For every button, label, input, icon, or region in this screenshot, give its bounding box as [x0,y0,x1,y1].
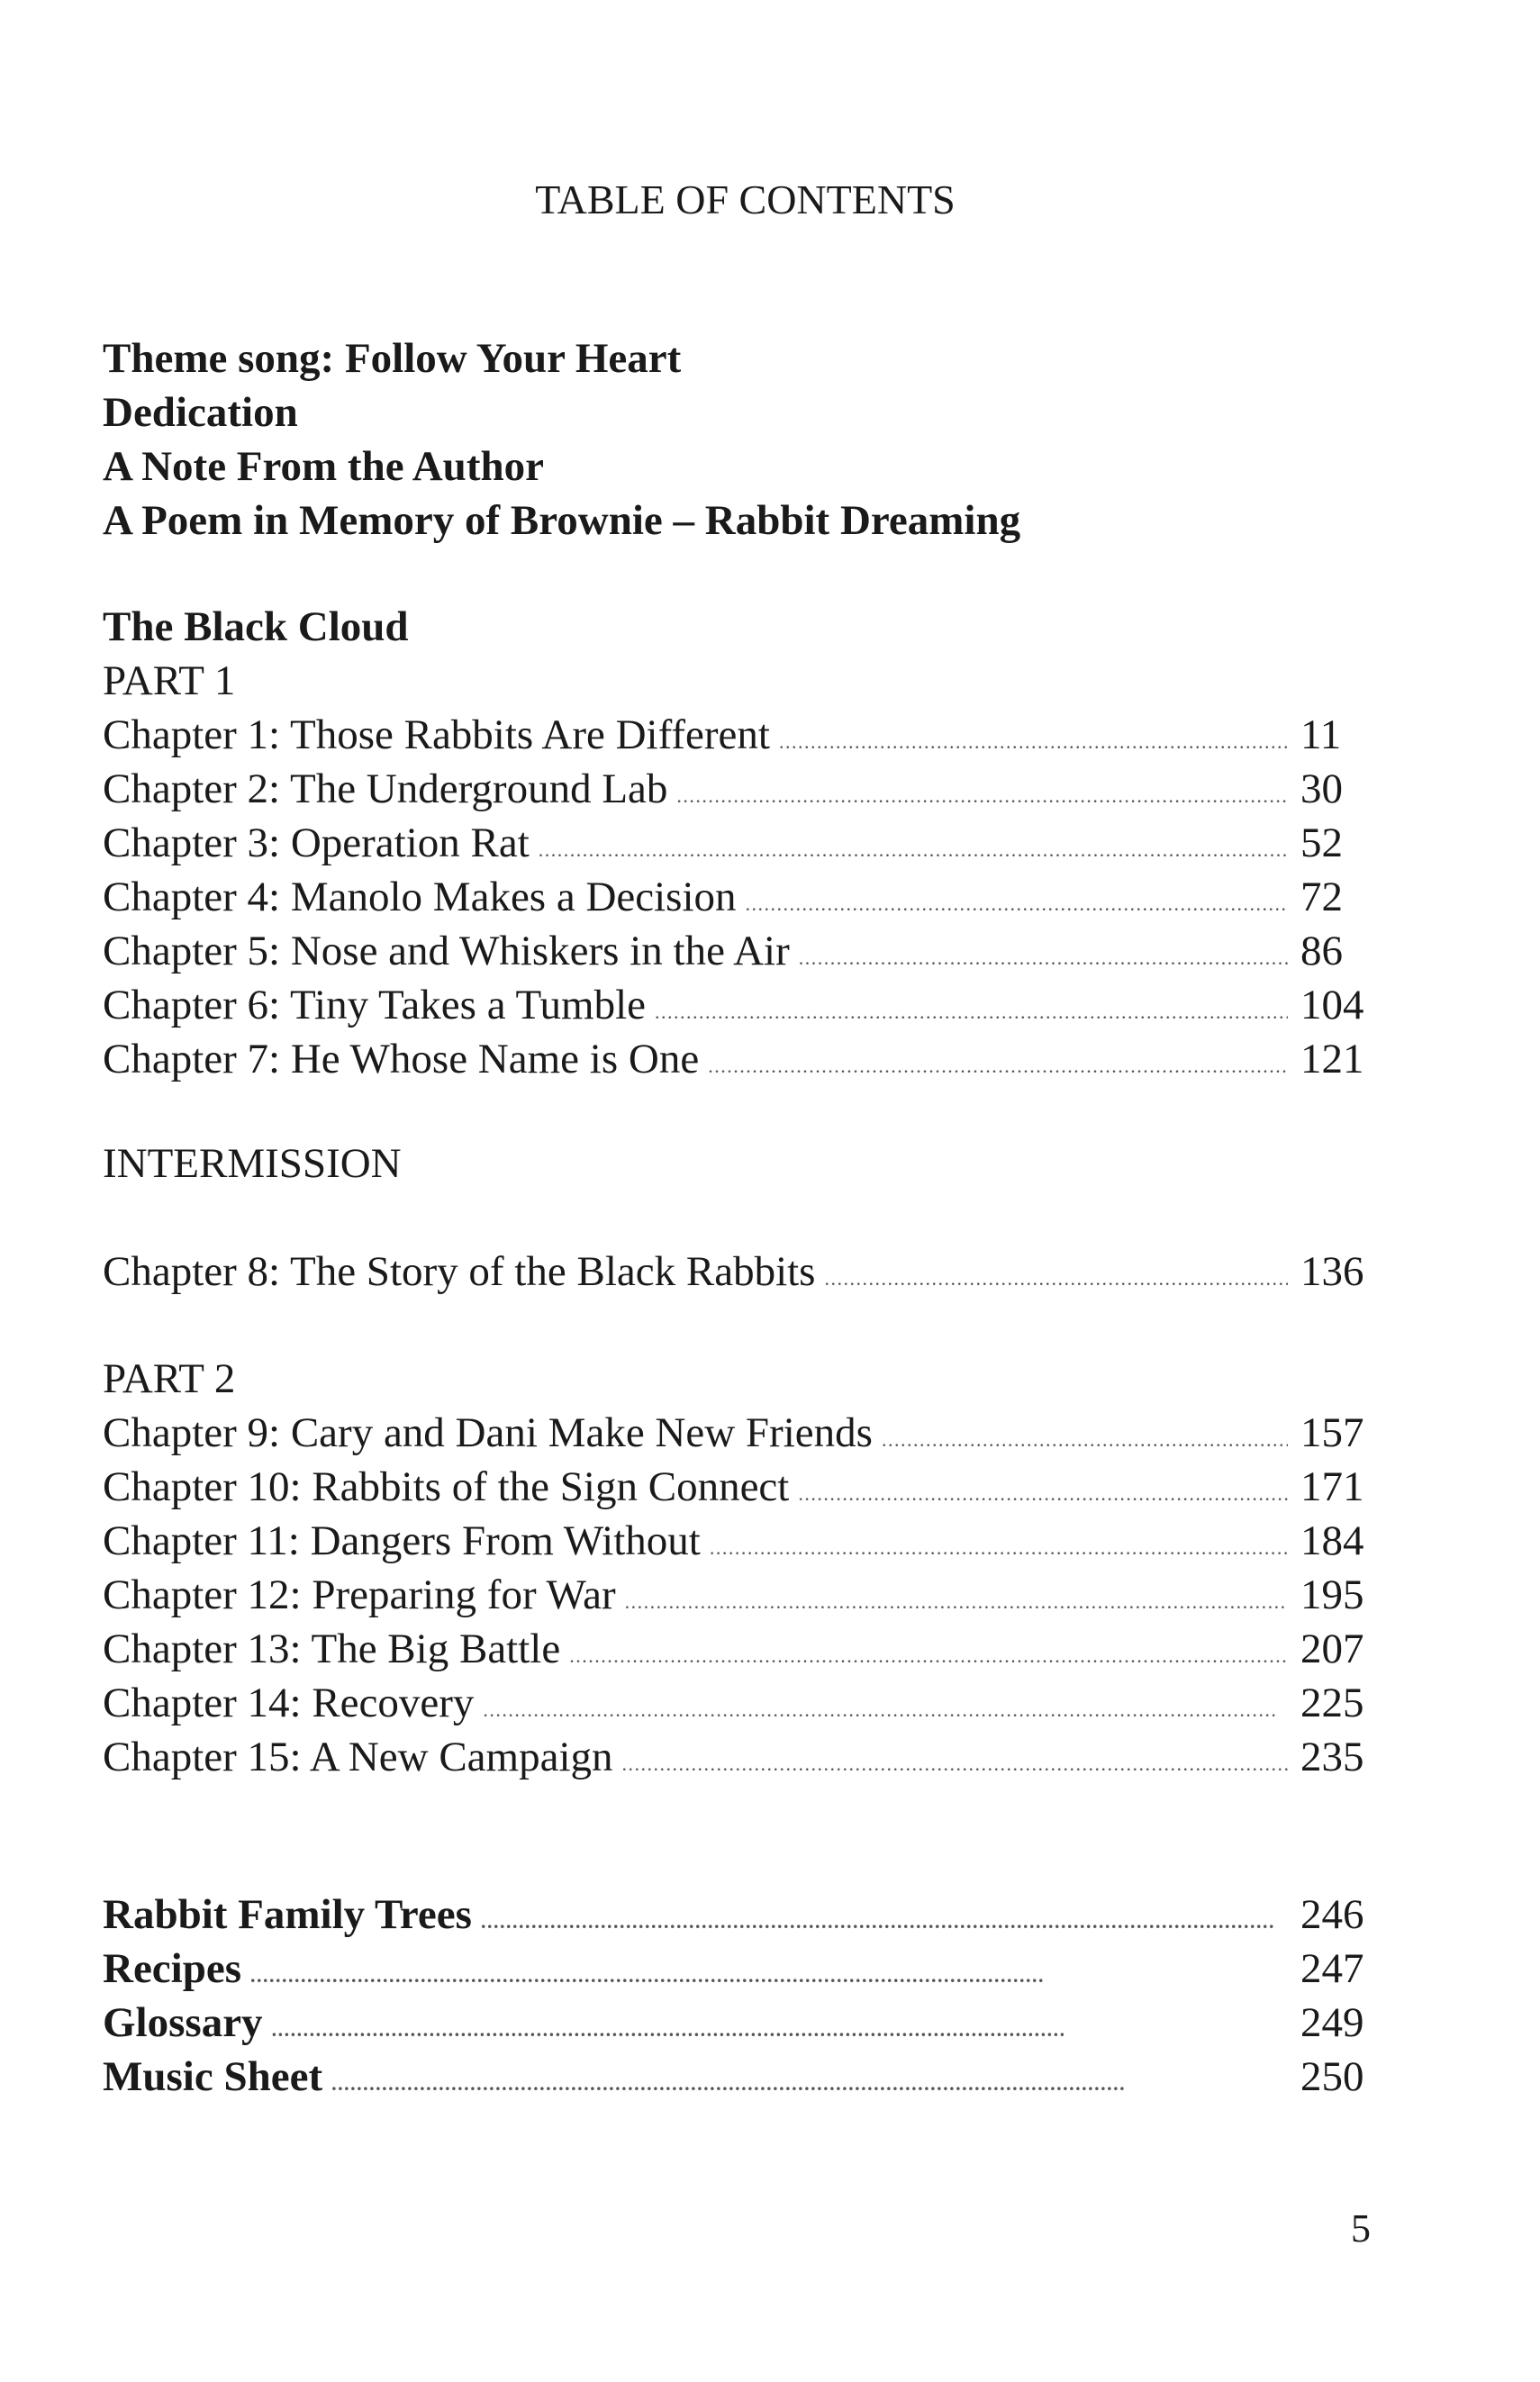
toc-entry[interactable] [103,1568,1372,1622]
dot-leader [481,1895,1288,1949]
dot-leader [710,1521,1288,1575]
dot-leader [539,823,1288,877]
toc-entry[interactable] [103,2050,1372,2104]
dot-leader [250,1949,1288,2003]
chapter-title: Chapter 11: Dangers From Without [103,1517,701,1564]
chapter-title: Chapter 12: Preparing for War [103,1571,616,1618]
toc-entry[interactable] [103,1996,1372,2050]
back-matter-page-number: 250 [1300,2053,1364,2100]
dot-leader [625,1575,1288,1629]
section-heading: The Black Cloud [103,603,409,650]
back-matter-list [103,1888,1372,2104]
chapter-page-number: 225 [1300,1680,1364,1726]
toc-entry[interactable] [103,924,1372,978]
chapter-page-number: 30 [1300,765,1343,812]
toc-entry[interactable] [103,1245,1372,1299]
toc-entry[interactable] [103,1514,1372,1568]
chapter-page-number: 157 [1300,1409,1364,1456]
chapter-page-number: 136 [1300,1248,1364,1295]
back-matter-title: Recipes [103,1945,242,1992]
dot-leader [798,1467,1288,1521]
part-2-label: PART 2 [103,1355,236,1402]
toc-entry[interactable] [103,708,1372,762]
dot-leader [331,2057,1288,2111]
toc-entry[interactable] [103,1460,1372,1514]
back-matter-page-number: 247 [1300,1945,1364,1992]
page-title: TABLE OF CONTENTS [535,177,956,222]
toc-entry[interactable] [103,816,1372,870]
part-1-section [103,600,1372,1086]
intermission-section [103,1137,1372,1191]
dot-leader [708,1039,1288,1093]
chapter-title: Chapter 10: Rabbits of the Sign Connect [103,1463,790,1510]
dot-leader [655,985,1288,1039]
part-1-label: PART 1 [103,657,236,704]
toc-entry[interactable] [103,1942,1372,1996]
front-matter-item: A Note From the Author [103,443,544,490]
toc-entry[interactable] [103,978,1372,1032]
chapter-page-number: 195 [1300,1571,1364,1618]
chapter-title: Chapter 2: The Underground Lab [103,765,668,812]
front-matter-item: Theme song: Follow Your Heart [103,335,682,382]
toc-entry[interactable] [103,1622,1372,1676]
front-matter-item: A Poem in Memory of Brownie – Rabbit Dreaming [103,497,1021,544]
chapter-title: Chapter 3: Operation Rat [103,820,530,866]
chapter-title: Chapter 1: Those Rabbits Are Different [103,711,770,758]
toc-entry[interactable] [103,1676,1372,1730]
chapter-title: Chapter 8: The Story of the Black Rabbits [103,1248,816,1295]
back-matter-title: Glossary [103,1999,263,2046]
back-matter-title: Music Sheet [103,2053,323,2100]
toc-entry[interactable] [103,1888,1372,1942]
chapter-title: Chapter 9: Cary and Dani Make New Friends [103,1409,873,1456]
intermission-label: INTERMISSION [103,1140,402,1187]
toc-entry[interactable] [103,1730,1372,1784]
dot-leader [779,715,1288,769]
chapter-title: Chapter 14: Recovery [103,1680,475,1726]
dot-leader [882,1413,1288,1467]
chapter-page-number: 121 [1300,1036,1364,1082]
chapter-page-number: 86 [1300,928,1343,974]
chapter-title: Chapter 6: Tiny Takes a Tumble [103,982,646,1028]
page-number: 5 [1351,2206,1371,2251]
chapter-title: Chapter 7: He Whose Name is One [103,1036,700,1082]
chapter-page-number: 171 [1300,1463,1364,1510]
back-matter-page-number: 249 [1300,1999,1364,2046]
part-2-section [103,1352,1372,1784]
dot-leader [569,1629,1288,1683]
dot-leader [746,877,1288,931]
back-matter-page-number: 246 [1300,1891,1364,1938]
chapter-page-number: 184 [1300,1517,1364,1564]
chapter-page-number: 104 [1300,982,1364,1028]
dot-leader [272,2003,1288,2057]
chapter-page-number: 72 [1300,874,1343,920]
dot-leader [622,1737,1288,1791]
chapter-page-number: 207 [1300,1626,1364,1672]
dot-leader [483,1683,1288,1737]
toc-entry[interactable] [103,1032,1372,1086]
chapter-page-number: 11 [1300,711,1342,758]
chapter-title: Chapter 13: The Big Battle [103,1626,561,1672]
chapter-title: Chapter 15: A New Campaign [103,1734,613,1780]
intermission-chapter [103,1245,1372,1299]
front-matter-list [103,331,1372,548]
back-matter-title: Rabbit Family Trees [103,1891,472,1938]
chapter-page-number: 235 [1300,1734,1364,1780]
chapter-title: Chapter 5: Nose and Whiskers in the Air [103,928,790,974]
dot-leader [824,1252,1288,1306]
chapter-page-number: 52 [1300,820,1343,866]
toc-entry[interactable] [103,762,1372,816]
dot-leader [799,931,1288,985]
toc-entry[interactable] [103,870,1372,924]
toc-entry[interactable] [103,1406,1372,1460]
dot-leader [676,769,1288,823]
chapter-title: Chapter 4: Manolo Makes a Decision [103,874,737,920]
front-matter-item: Dedication [103,389,298,436]
